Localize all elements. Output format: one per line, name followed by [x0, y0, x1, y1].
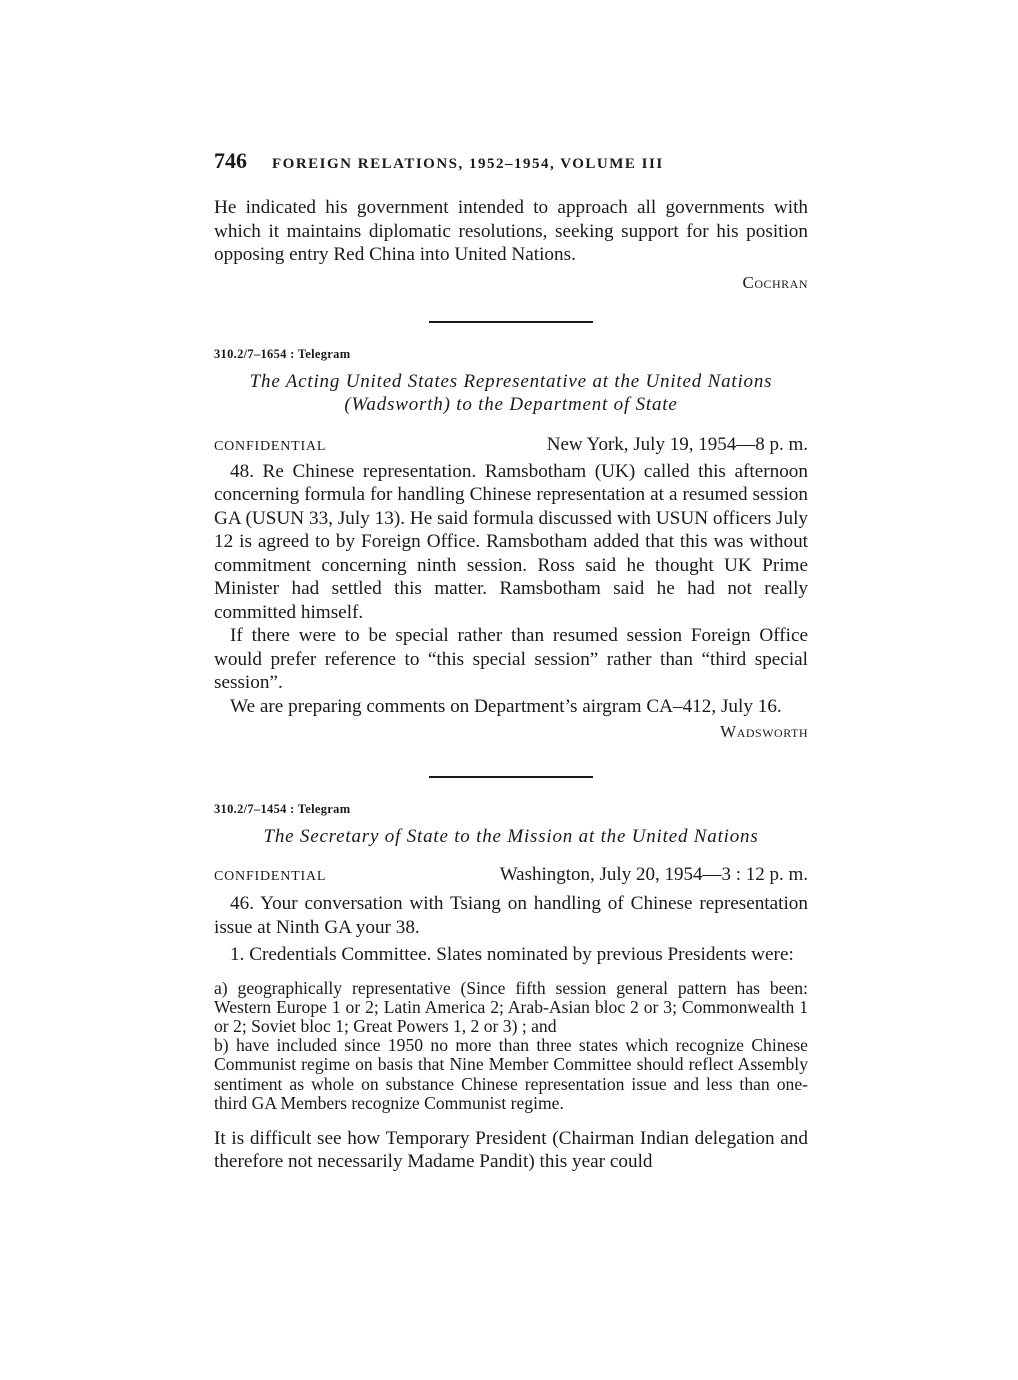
dateline-row — [214, 434, 808, 456]
body-paragraph: We are preparing comments on Department’s airgram CA–412, July 16. — [230, 695, 782, 717]
signature-wadsworth: Wadsworth — [720, 722, 808, 741]
dateline: New York, July 19, 1954—8 p. m. — [546, 433, 808, 455]
body-paragraph: 48. Re Chinese representation. Ramsbotham (UK) called this afternoon concerning formula for handling Chinese representation at a resumed session GA (USUN 33, July 13). He said formula discussed with USUN officers July 12 is agreed to by Foreign Office. Ramsbotham added that this was without commitment concerning ninth session. Ross said he thought UK Prime Minister had settled this matter. Ramsbotham said he had not really committed himself. — [214, 460, 808, 623]
intro-paragraph: He indicated his government intended to approach all governments with which it maintains diplomatic resolutions, seeking support for his position opposing entry Red China into United Nations. — [214, 197, 808, 265]
body-paragraph: If there were to be special rather than resumed session Foreign Office would prefer reference to “this special session” rather than “third special session”. — [214, 625, 808, 693]
document-title: The Secretary of State to the Mission at the United Nations — [263, 826, 759, 847]
sub-list — [214, 979, 808, 1113]
body-paragraph: It is difficult see how Temporary President (Chairman Indian delegation and therefore not necessarily Madame Pandit) this year could — [214, 1127, 808, 1173]
signature-cochran: Cochran — [742, 272, 808, 292]
sub-item: a) geographically representative (Since fifth session general pattern has been: Western Europe 1 or 2; Latin America 2; Arab-Asian bloc 2 or 3; Commonwealth 1 or 2; Soviet bloc 1; Great Powers 1, 2 or 3) ; and — [214, 977, 808, 1036]
sub-item: b) have included since 1950 no more than three states which recognize Chinese Communist regime on basis that Nine Member Committee should reflect Assembly sentiment as whole on substance Chinese representation issue and less than one-third GA Members recognize Communist regime. — [214, 1035, 808, 1113]
document-id: 310.2/7–1454 : Telegram — [214, 802, 351, 816]
dateline-row — [214, 864, 808, 886]
section-divider — [429, 776, 593, 778]
document-title-line1: The Acting United States Representative at the United Nations — [249, 370, 773, 392]
running-head: FOREIGN RELATIONS, 1952–1954, VOLUME III — [272, 156, 664, 172]
dateline: Washington, July 20, 1954—3 : 12 p. m. — [499, 864, 808, 885]
body-paragraph: 46. Your conversation with Tsiang on handling of Chinese representation issue at Ninth GA your 38. — [214, 893, 808, 938]
document-title-line2: (Wadsworth) to the Department of State — [344, 393, 678, 415]
body-paragraph: 1. Credentials Committee. Slates nominated by previous Presidents were: — [230, 944, 794, 965]
page-header — [214, 148, 808, 176]
page-number: 746 — [214, 148, 247, 173]
classification: CONFIDENTIAL — [214, 438, 327, 454]
classification: CONFIDENTIAL — [214, 869, 327, 884]
document-page — [214, 148, 808, 1174]
section-divider — [429, 321, 593, 323]
document-id: 310.2/7–1654 : Telegram — [214, 346, 351, 361]
